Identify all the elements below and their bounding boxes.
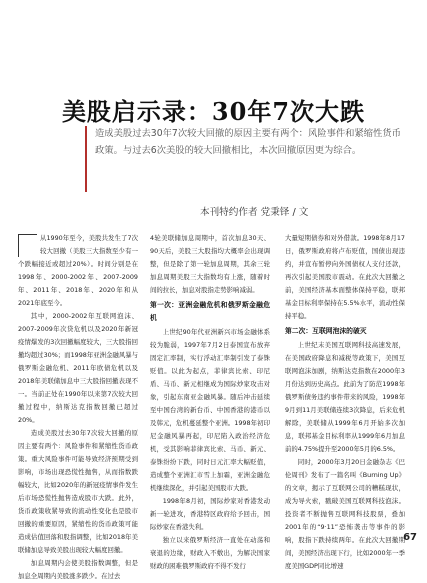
text-column-2 bbox=[150, 232, 270, 570]
paragraph: 大量短期债券和对外借款。1998年8月17日，俄罗斯政府将卢布贬值，国债出现违约，并宣布暂停向外国债权人支付还款，再次引起美国股市震动。在此次大回撤之前，美国经济基本面整体保持平稳，联邦基金目标利率保持在5.5%水平，流动性保持平稳。 bbox=[285, 234, 405, 320]
paragraph: 上世纪末美国互联网科技高速发展，在美国政府降息和减税等政策下，美国互联网泡沫加剧，纳斯达克指数在2000年3月份达到历史高点。此前为了防范1998年俄罗斯债务违约事件带来的风险，1998年9月到11月美联储连续3次降息，后来危机解除，美联储从1999年6月开始多次加息，联邦基金目标利率从1999年6月加息前的4.75%提升至2000年5月的6.5%。 bbox=[285, 341, 405, 453]
abstract-text: 造成美股过去30年7次较大回撤的原因主要有两个：风险事件和紧缩性货币政策。与过去6次美股的较大回撤相比，本次回撤原因更为综合。 bbox=[95, 128, 401, 156]
paragraph: 加息周期内会使美股指数调整，但是加息全周期内美股涨多跌少。在过去 bbox=[18, 559, 138, 580]
paragraph: 从1990年至今，美股共发生了7次较大回撤（美股三大指数至少有一个跌幅接近或超过20%）。时间分别是在1998年、2000-2002年、2007-2009年、2011年、2018年、2020年和从2021年底至今。 bbox=[18, 234, 138, 307]
article-title: 美股启示录：30年7次大跌 bbox=[61, 97, 366, 126]
drop-cap-mark bbox=[18, 234, 37, 257]
section-heading: 第二次：互联网泡沫的破灭 bbox=[285, 327, 367, 335]
paragraph: 造成美股过去30年7次较大回撤的原因主要有两个：风险事件和紧缩性货币政策。重大风险事件可能导致经济预期受到影响，市场出现恐慌性抛售，从而指数跌幅较大，比如2020年的新冠疫情事件发生后市场恐慌性抛售造成股市大跌。此外，货币政策收紧导致的流动性变化也是股市回撤的重要原因，紧缩性的货币政策可能造成估值回落和股指调整，比如2018年美联储加息导致美股出现较大幅度回撤。 bbox=[18, 429, 138, 554]
section-heading: 第一次：亚洲金融危机和俄罗斯金融危机 bbox=[150, 301, 270, 322]
text-column-3 bbox=[285, 232, 405, 570]
paragraph: 独立以来俄罗斯经济一直处在动荡和衰退的边缘，财政入不敷出，为解决国家财政的困难俄罗斯政府不得不发行 bbox=[150, 536, 270, 570]
author-byline: 本刊特约作者 党秉铎 / 文 bbox=[200, 207, 309, 218]
paragraph: 上世纪90年代亚洲新兴市场金融体系较为脆弱，1997年7月2日泰国宣布放弃固定汇率制，实行浮动汇率制引发了泰铢贬值。以此为起点，菲律宾比索、印尼盾、马币、新元相继成为国际炒家攻击对象，引起东南亚金融风暴。随后冲击延续至中国台湾的新台币、中国香港的港币以及韩元，危机蔓延整个亚洲。1998年初印尼金融风暴再起，印尼陷入政治经济危机，受其影响菲律宾比索、马币、新元、泰铢纷纷下跌，同时日元汇率大幅贬值，造成整个亚洲汇市雪上加霜，亚洲金融危机继续深化，并引起美国股市大跌。 bbox=[150, 328, 270, 492]
text-column-1 bbox=[18, 232, 138, 580]
paragraph: 4轮美联储加息周期中，首次加息30天、90天后，美股三大股指均大概率会出现调整，但是除了第一轮加息周期，其余三轮加息周期美股三大指数均有上涨，随着时间的拉长，加息对股指走势影响减弱。 bbox=[150, 234, 270, 294]
page-number: 67 bbox=[403, 532, 417, 543]
paragraph: 其中，2000-2002年互联网泡沫、2007-2009年次贷危机以及2020年新冠疫情爆发的3次回撤幅度较大，三大股指回撤均超过30%；而1998年亚洲金融风暴与俄罗斯金融危机、2011年欧债危机以及2018年美联储加息中三大股指回撤表现不一。当前正处在1990年以来第7次较大回撤过程中，纳斯达克指数回撤已超过20%。 bbox=[18, 312, 138, 424]
paragraph: 同时，2000年3月20日金融杂志《巴伦周刊》发布了一篇名叫《Burning Up》的文章，揭示了互联网公司的糟糕现状，成为导火索，戳破美国互联网科技泡沫。投资者不断抛售互联网科技股票，叠加2001年的“9·11”恐怖袭击等事件的影响，股指下跌持续两年。在此次大回撤期间，美国经济出现下行，比如2000年一季度美国GDP同比增速 bbox=[285, 458, 405, 570]
paragraph: 1998年8月初，国际炒家对香港发动新一轮进攻，香港特区政府给予回击，国际炒家在香港失利。 bbox=[150, 497, 270, 531]
article-abstract bbox=[85, 126, 405, 192]
